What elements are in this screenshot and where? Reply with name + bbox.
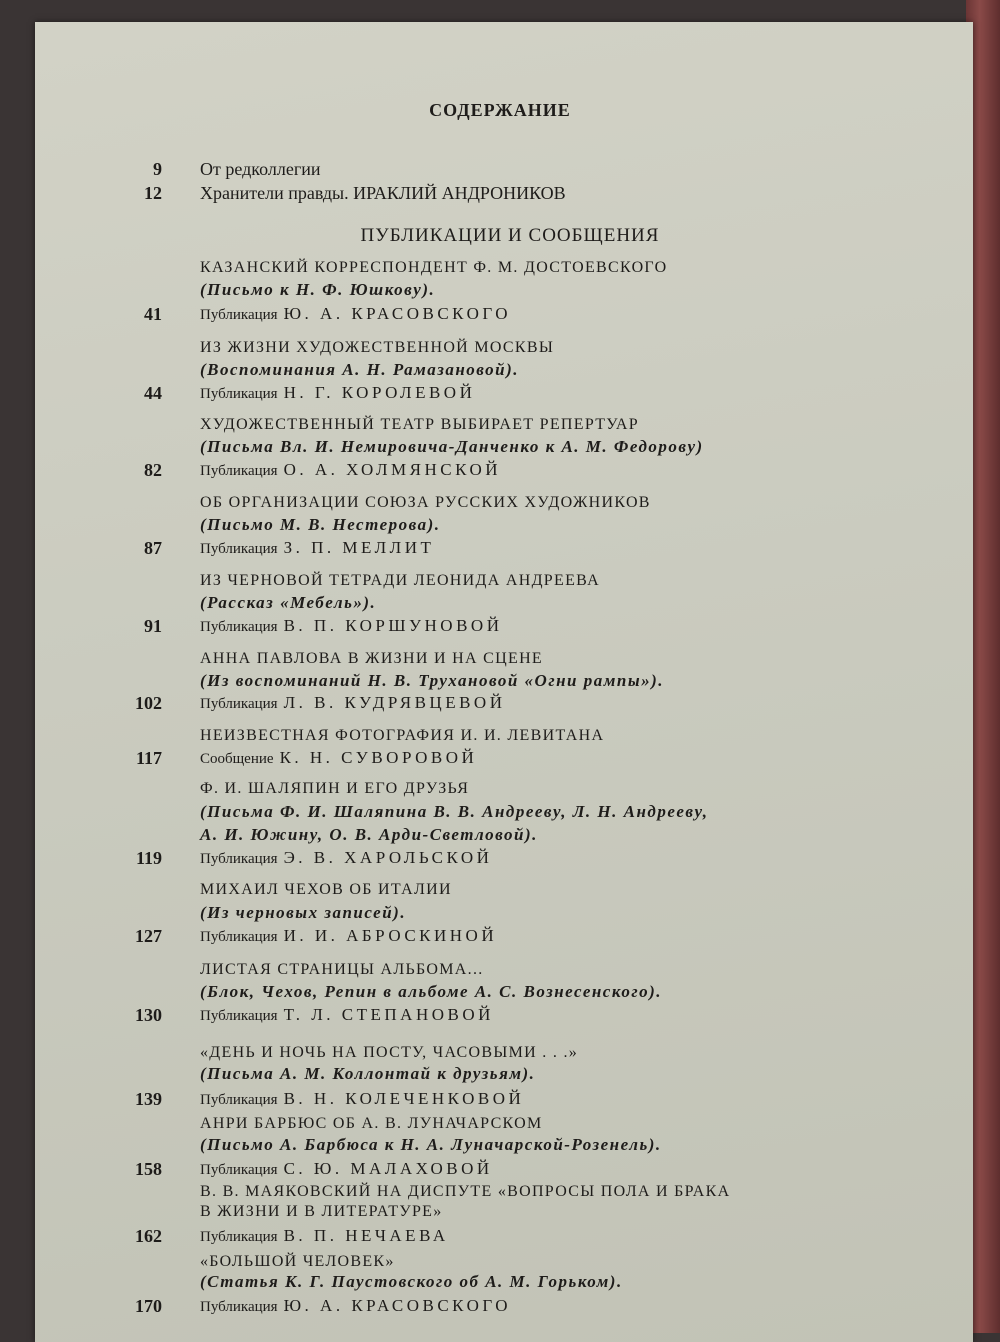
page-number: 102 (135, 693, 162, 713)
entry-publication (200, 1089, 524, 1110)
publisher-name: З. П. МЕЛЛИТ (283, 538, 435, 557)
page-number: 82 (144, 460, 162, 480)
entry-publication (200, 383, 475, 404)
publication-label: Публикация (200, 386, 278, 402)
entry-publication (200, 1159, 493, 1180)
entry-subtitle: (Письмо А. Барбюса к Н. А. Луначарской-Розенель). (200, 1135, 662, 1154)
entry-text: От редколлегии (200, 159, 321, 179)
publisher-name: Л. В. КУДРЯВЦЕВОЙ (283, 693, 506, 712)
entry-heading: ИЗ ЧЕРНОВОЙ ТЕТРАДИ ЛЕОНИДА АНДРЕЕВА (200, 572, 600, 589)
section-title: ПУБЛИКАЦИИ И СООБЩЕНИЯ (360, 225, 660, 246)
publisher-name: В. П. КОРШУНОВОЙ (283, 616, 503, 635)
entry-heading: АННА ПАВЛОВА В ЖИЗНИ И НА СЦЕНЕ (200, 650, 543, 667)
publication-label: Публикация (200, 929, 278, 945)
entry-text: Хранители правды. ИРАКЛИЙ АНДРОНИКОВ (200, 183, 566, 203)
publisher-name: О. А. ХОЛМЯНСКОЙ (283, 460, 502, 479)
entry-subtitle: (Письма А. М. Коллонтай к друзьям). (200, 1064, 536, 1083)
publisher-name: И. И. АБРОСКИНОЙ (283, 926, 498, 945)
publication-label: Публикация (200, 1008, 278, 1024)
publisher-name: Э. В. ХАРОЛЬСКОЙ (283, 848, 493, 867)
page-number: 12 (144, 183, 162, 203)
page-number: 139 (135, 1089, 162, 1109)
publisher-name: В. П. НЕЧАЕВА (283, 1226, 449, 1245)
entry-heading: КАЗАНСКИЙ КОРРЕСПОНДЕНТ Ф. М. ДОСТОЕВСКОГО (200, 259, 668, 276)
entry-publication (200, 693, 505, 714)
entry-subtitle: (Из воспоминаний Н. В. Трухановой «Огни рампы»). (200, 671, 665, 690)
entry-heading: МИХАИЛ ЧЕХОВ ОБ ИТАЛИИ (200, 881, 452, 898)
publication-label: Публикация (200, 307, 278, 323)
page-number: 130 (135, 1005, 162, 1025)
entry-heading: НЕИЗВЕСТНАЯ ФОТОГРАФИЯ И. И. ЛЕВИТАНА (200, 727, 605, 744)
page-number: 170 (135, 1296, 162, 1316)
entry-subtitle: (Воспоминания А. Н. Рамазановой). (200, 360, 520, 379)
entry-subtitle: (Статья К. Г. Паустовского об А. М. Горьком). (200, 1272, 623, 1291)
entry-publication (200, 304, 511, 325)
entry-heading: АНРИ БАРБЮС ОБ А. В. ЛУНАЧАРСКОМ (200, 1115, 543, 1132)
publisher-name: С. Ю. МАЛАХОВОЙ (283, 1159, 493, 1178)
entry-publication (200, 926, 497, 947)
entry-heading: «БОЛЬШОЙ ЧЕЛОВЕК» (200, 1253, 395, 1270)
publication-label: Сообщение (200, 751, 274, 767)
entry-heading-continued: В ЖИЗНИ И В ЛИТЕРАТУРЕ» (200, 1203, 443, 1220)
entry-heading: «ДЕНЬ И НОЧЬ НА ПОСТУ, ЧАСОВЫМИ . . .» (200, 1044, 579, 1061)
entry-heading: ИЗ ЖИЗНИ ХУДОЖЕСТВЕННОЙ МОСКВЫ (200, 339, 555, 356)
entry-heading: ХУДОЖЕСТВЕННЫЙ ТЕАТР ВЫБИРАЕТ РЕПЕРТУАР (200, 416, 639, 433)
entry-publication (200, 848, 492, 869)
publication-label: Публикация (200, 1092, 278, 1108)
publisher-name: Ю. А. КРАСОВСКОГО (283, 304, 512, 323)
page-number: 127 (135, 926, 162, 946)
publisher-name: В. Н. КОЛЕЧЕНКОВОЙ (283, 1089, 525, 1108)
page-number: 87 (144, 538, 162, 558)
entry-subtitle: (Письмо к Н. Ф. Юшкову). (200, 280, 436, 299)
entry-publication (200, 538, 434, 559)
entry-heading: Ф. И. ШАЛЯПИН И ЕГО ДРУЗЬЯ (200, 780, 470, 797)
entry-heading: В. В. МАЯКОВСКИЙ НА ДИСПУТЕ «ВОПРОСЫ ПОЛА И БРАКА (200, 1183, 731, 1200)
page-number: 44 (144, 383, 162, 403)
toc-intro-row (0, 158, 960, 180)
entry-subtitle: (Из черновых записей). (200, 903, 407, 922)
publisher-name: Т. Л. СТЕПАНОВОЙ (283, 1005, 494, 1024)
entry-subtitle: (Письма Ф. И. Шаляпина В. В. Андрееву, Л. Н. Андрееву, (200, 802, 709, 821)
entry-subtitle: (Блок, Чехов, Репин в альбоме А. С. Вознесенского). (200, 982, 663, 1001)
page-number: 158 (135, 1159, 162, 1179)
publication-label: Публикация (200, 463, 278, 479)
publisher-name: Н. Г. КОРОЛЕВОЙ (283, 383, 476, 402)
entry-publication (200, 748, 477, 769)
publication-label: Публикация (200, 619, 278, 635)
publisher-name: К. Н. СУВОРОВОЙ (279, 748, 478, 767)
page-number: 41 (144, 304, 162, 324)
publication-label: Публикация (200, 696, 278, 712)
entry-publication (200, 1226, 449, 1247)
toc-intro-row (0, 182, 960, 204)
entry-publication (200, 460, 501, 481)
publication-label: Публикация (200, 541, 278, 557)
publication-label: Публикация (200, 1299, 278, 1315)
page-number: 162 (135, 1226, 162, 1246)
entry-heading: ЛИСТАЯ СТРАНИЦЫ АЛЬБОМА... (200, 961, 484, 978)
page-number: 117 (135, 748, 162, 768)
publication-label: Публикация (200, 1162, 278, 1178)
entry-publication (200, 616, 502, 637)
page-number: 91 (144, 616, 162, 636)
toc-title: СОДЕРЖАНИЕ (429, 100, 571, 120)
page-number: 119 (135, 848, 162, 868)
entry-publication (200, 1005, 494, 1026)
publication-label: Публикация (200, 1229, 278, 1245)
publication-label: Публикация (200, 851, 278, 867)
entry-publication (200, 1296, 511, 1317)
publisher-name: Ю. А. КРАСОВСКОГО (283, 1296, 512, 1315)
page-number: 9 (153, 159, 162, 179)
entry-subtitle: (Письма Вл. И. Немировича-Данченко к А. М. Федорову) (200, 437, 704, 456)
entry-subtitle: (Рассказ «Мебель»). (200, 593, 377, 612)
entry-subtitle: (Письмо М. В. Нестерова). (200, 515, 441, 534)
entry-subtitle-continued: А. И. Южину, О. В. Арди-Светловой). (200, 825, 538, 844)
entry-heading: ОБ ОРГАНИЗАЦИИ СОЮЗА РУССКИХ ХУДОЖНИКОВ (200, 494, 651, 511)
